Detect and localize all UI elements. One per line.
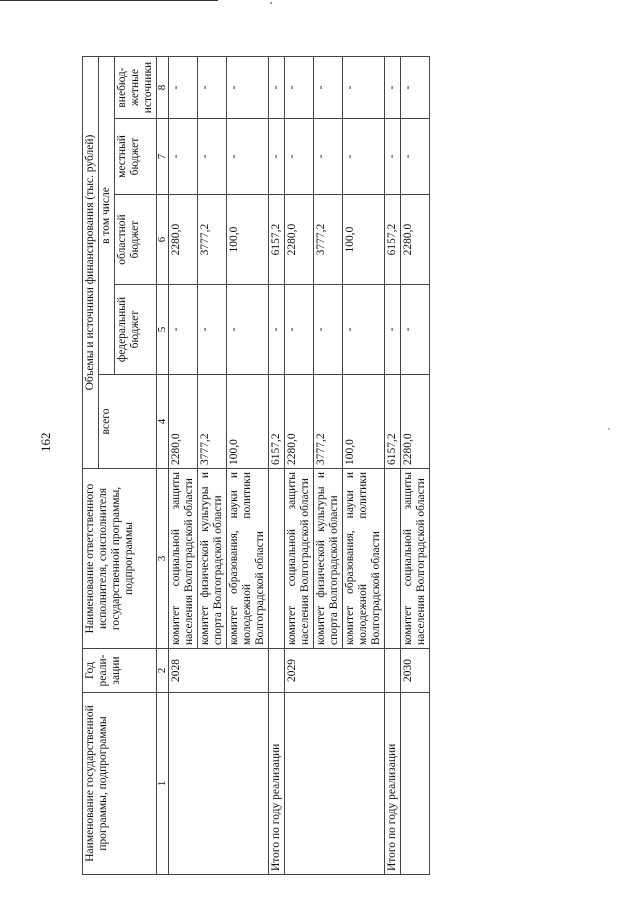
regional-cell: 6157,2 (269, 195, 285, 285)
extra-cell: - (314, 57, 343, 119)
table-row (401, 57, 430, 875)
total-cell: 2280,0 (169, 375, 198, 469)
table-row (285, 57, 314, 875)
col-number: 1 (157, 693, 169, 875)
regional-cell: 100,0 (227, 195, 269, 285)
year-cell (269, 649, 285, 693)
col-number: 4 (157, 375, 169, 469)
year-cell: 2028 (169, 649, 269, 693)
total-cell: 6157,2 (269, 375, 285, 469)
regional-cell: 3777,2 (314, 195, 343, 285)
federal-cell: - (385, 285, 401, 375)
header-funding-group: Объемы и источники финансирования (тыс. рублей) (83, 57, 99, 469)
federal-cell: - (343, 285, 385, 375)
page-number: 162 (38, 432, 53, 452)
local-cell: - (343, 119, 385, 195)
executor-cell: комитет физической культуры и спорта Волгоградской области (198, 469, 227, 649)
regional-cell: 2280,0 (401, 195, 430, 285)
extra-cell: - (198, 57, 227, 119)
program-cell (169, 693, 269, 875)
executor-cell: комитет социальной защиты населения Волгоградской области (401, 469, 430, 649)
local-cell: - (198, 119, 227, 195)
regional-cell: 2280,0 (169, 195, 198, 285)
extra-cell: - (269, 57, 285, 119)
executor-cell: комитет образования, науки и молодежной политики Волгоградской области (227, 469, 269, 649)
header-year: Год реали-зации (83, 649, 157, 693)
local-cell: - (269, 119, 285, 195)
year-cell (385, 649, 401, 693)
regional-cell: 6157,2 (385, 195, 401, 285)
federal-cell: - (401, 285, 430, 375)
total-cell: 6157,2 (385, 375, 401, 469)
federal-cell: - (285, 285, 314, 375)
federal-cell: - (227, 285, 269, 375)
executor-cell (385, 469, 401, 649)
col-number: 7 (157, 119, 169, 195)
extra-cell: - (285, 57, 314, 119)
header-program: Наименование государственной программы, подпрограммы (83, 693, 157, 875)
total-cell: 2280,0 (285, 375, 314, 469)
table-row-total (385, 57, 401, 875)
total-cell: 3777,2 (314, 375, 343, 469)
header-executor: Наименование ответственного исполнителя, соисполнителя государственной программы, подпрограммы (83, 469, 157, 649)
total-label: Итого по году реализации (385, 693, 401, 875)
executor-cell: комитет физической культуры и спорта Волгоградской области (314, 469, 343, 649)
table-row-total (269, 57, 285, 875)
header-local: местный бюджет (115, 119, 157, 195)
col-number: 8 (157, 57, 169, 119)
local-cell: - (385, 119, 401, 195)
program-cell (401, 693, 430, 875)
program-cell (285, 693, 385, 875)
executor-cell: комитет образования, науки и молодежной политики Волгоградской области (343, 469, 385, 649)
extra-cell: - (385, 57, 401, 119)
total-label: Итого по году реализации (269, 693, 285, 875)
local-cell: - (169, 119, 198, 195)
header-extra: внебюд-жетные источники (115, 57, 157, 119)
extra-cell: - (343, 57, 385, 119)
local-cell: - (401, 119, 430, 195)
col-number: 6 (157, 195, 169, 285)
local-cell: - (285, 119, 314, 195)
executor-cell: комитет социальной защиты населения Волгоградской области (285, 469, 314, 649)
extra-cell: - (401, 57, 430, 119)
header-total: всего (99, 375, 157, 469)
col-number: 2 (157, 649, 169, 693)
year-cell: 2030 (401, 649, 430, 693)
extra-cell: - (227, 57, 269, 119)
federal-cell: - (198, 285, 227, 375)
total-cell: 100,0 (343, 375, 385, 469)
financing-table (82, 56, 430, 875)
local-cell: - (227, 119, 269, 195)
col-number: 5 (157, 285, 169, 375)
header-including: в том числе (99, 57, 115, 375)
col-number: 3 (157, 469, 169, 649)
federal-cell: - (269, 285, 285, 375)
regional-cell: 2280,0 (285, 195, 314, 285)
local-cell: - (314, 119, 343, 195)
table-row (169, 57, 198, 875)
year-cell: 2029 (285, 649, 385, 693)
total-cell: 3777,2 (198, 375, 227, 469)
header-federal: федеральный бюджет (115, 285, 157, 375)
extra-cell: - (169, 57, 198, 119)
total-cell: 100,0 (227, 375, 269, 469)
regional-cell: 100,0 (343, 195, 385, 285)
regional-cell: 3777,2 (198, 195, 227, 285)
federal-cell: - (169, 285, 198, 375)
executor-cell (269, 469, 285, 649)
total-cell: 2280,0 (401, 375, 430, 469)
header-regional: областной бюджет (115, 195, 157, 285)
executor-cell: комитет социальной защиты населения Волгоградской области (169, 469, 198, 649)
federal-cell: - (314, 285, 343, 375)
